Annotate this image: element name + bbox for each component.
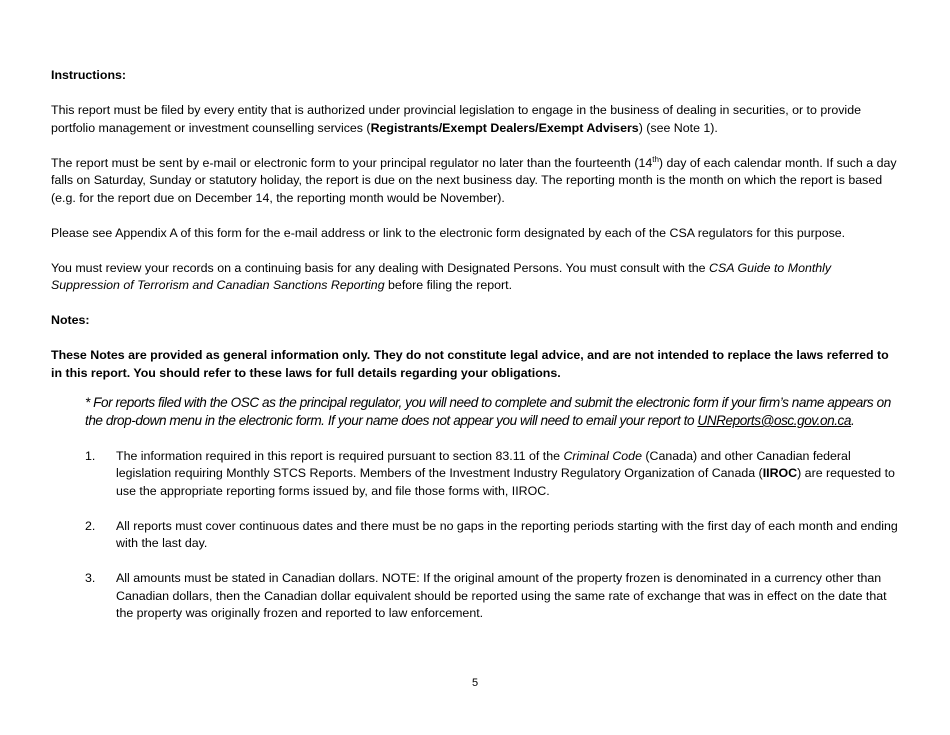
text-segment: before filing the report. bbox=[384, 278, 513, 292]
ordinal-superscript: th bbox=[652, 154, 659, 164]
instructions-paragraph-appendix: Please see Appendix A of this form for the e-mail address or link to the electronic form designated by each of the CSA regulators for this purpose. bbox=[51, 225, 846, 240]
osc-email-link[interactable]: UNReports@osc.gov.on.ca bbox=[697, 413, 851, 428]
text-segment: (Canada) and other Canadian federal legislation requiring Monthly STCS Reports. Members of the Investment Industry Regulatory Organization of Canada ( bbox=[116, 448, 851, 480]
note-item-2 bbox=[51, 518, 901, 553]
text-segment: * For reports filed with the OSC as the principal regulator, you will need to complete and submit the electronic form if your firm’s name appears on the drop-down menu in the electronic form. If your name does not appear you will need to email your report to bbox=[85, 395, 891, 428]
text-segment: This report must be filed by every entity that is authorized under provincial legislation to engage in the business of dealing in securities, or to provide portfolio management or investment counselling services ( bbox=[51, 103, 861, 135]
page-number: 5 bbox=[471, 677, 479, 689]
note-number: 2. bbox=[85, 518, 96, 533]
instructions-paragraph-filing bbox=[51, 102, 901, 137]
registrants-term: Registrants/Exempt Dealers/Exempt Advisers bbox=[370, 120, 639, 135]
text-segment: ) are requested to use the appropriate reporting forms issued by, and file those forms with, IIROC. bbox=[116, 466, 895, 498]
text-segment: The report must be sent by e-mail or electronic form to your principal regulator no later than the fourteenth (14 bbox=[51, 155, 653, 170]
text-segment: ) day of each calendar month. If such a day falls on Saturday, Sunday or statutory holiday, the report is due on the next business day. The reporting month is the month on which the report is based (e.g. for the report due on December 14, the reporting month would be November). bbox=[51, 155, 897, 205]
text-segment: . bbox=[850, 413, 855, 428]
note-number: 3. bbox=[85, 571, 96, 585]
note-number: 1. bbox=[85, 448, 96, 463]
instructions-paragraph-deadline bbox=[51, 155, 901, 208]
note-text: All amounts must be stated in Canadian dollars. NOTE: If the original amount of the property frozen is denominated in a currency other than Canadian dollars, then the Canadian dollar equivalent should be reported using the same rate of exchange that was in effect on the date that the property was originally frozen and reported to law enforcement. bbox=[116, 571, 887, 620]
document-page bbox=[51, 67, 901, 623]
text-segment: The information required in this report is required pursuant to section 83.11 of the bbox=[116, 448, 564, 463]
notes-heading: Notes: bbox=[51, 313, 90, 327]
instructions-paragraph-review bbox=[51, 260, 901, 295]
osc-note bbox=[85, 394, 901, 430]
note-item-1 bbox=[51, 448, 901, 501]
notes-disclaimer: These Notes are provided as general information only. They do not constitute legal advice, and are not intended to replace the laws referred to in this report. You should refer to these laws for full details regarding your obligations. bbox=[51, 348, 889, 380]
csa-guide-title: CSA Guide to Monthly Suppression of Terrorism and Canadian Sanctions Reporting bbox=[51, 260, 832, 292]
instructions-heading: Instructions: bbox=[51, 68, 127, 82]
text-segment: ) (see Note 1). bbox=[638, 120, 718, 135]
note-text: All reports must cover continuous dates and there must be no gaps in the reporting periods starting with the first day of each month and ending with the last day. bbox=[116, 518, 898, 550]
iiroc-term: IIROC bbox=[762, 466, 798, 480]
criminal-code-title: Criminal Code bbox=[563, 448, 642, 463]
note-item-3 bbox=[51, 570, 901, 623]
text-segment: You must review your records on a continuing basis for any dealing with Designated Persons. You must consult with the bbox=[51, 260, 709, 275]
